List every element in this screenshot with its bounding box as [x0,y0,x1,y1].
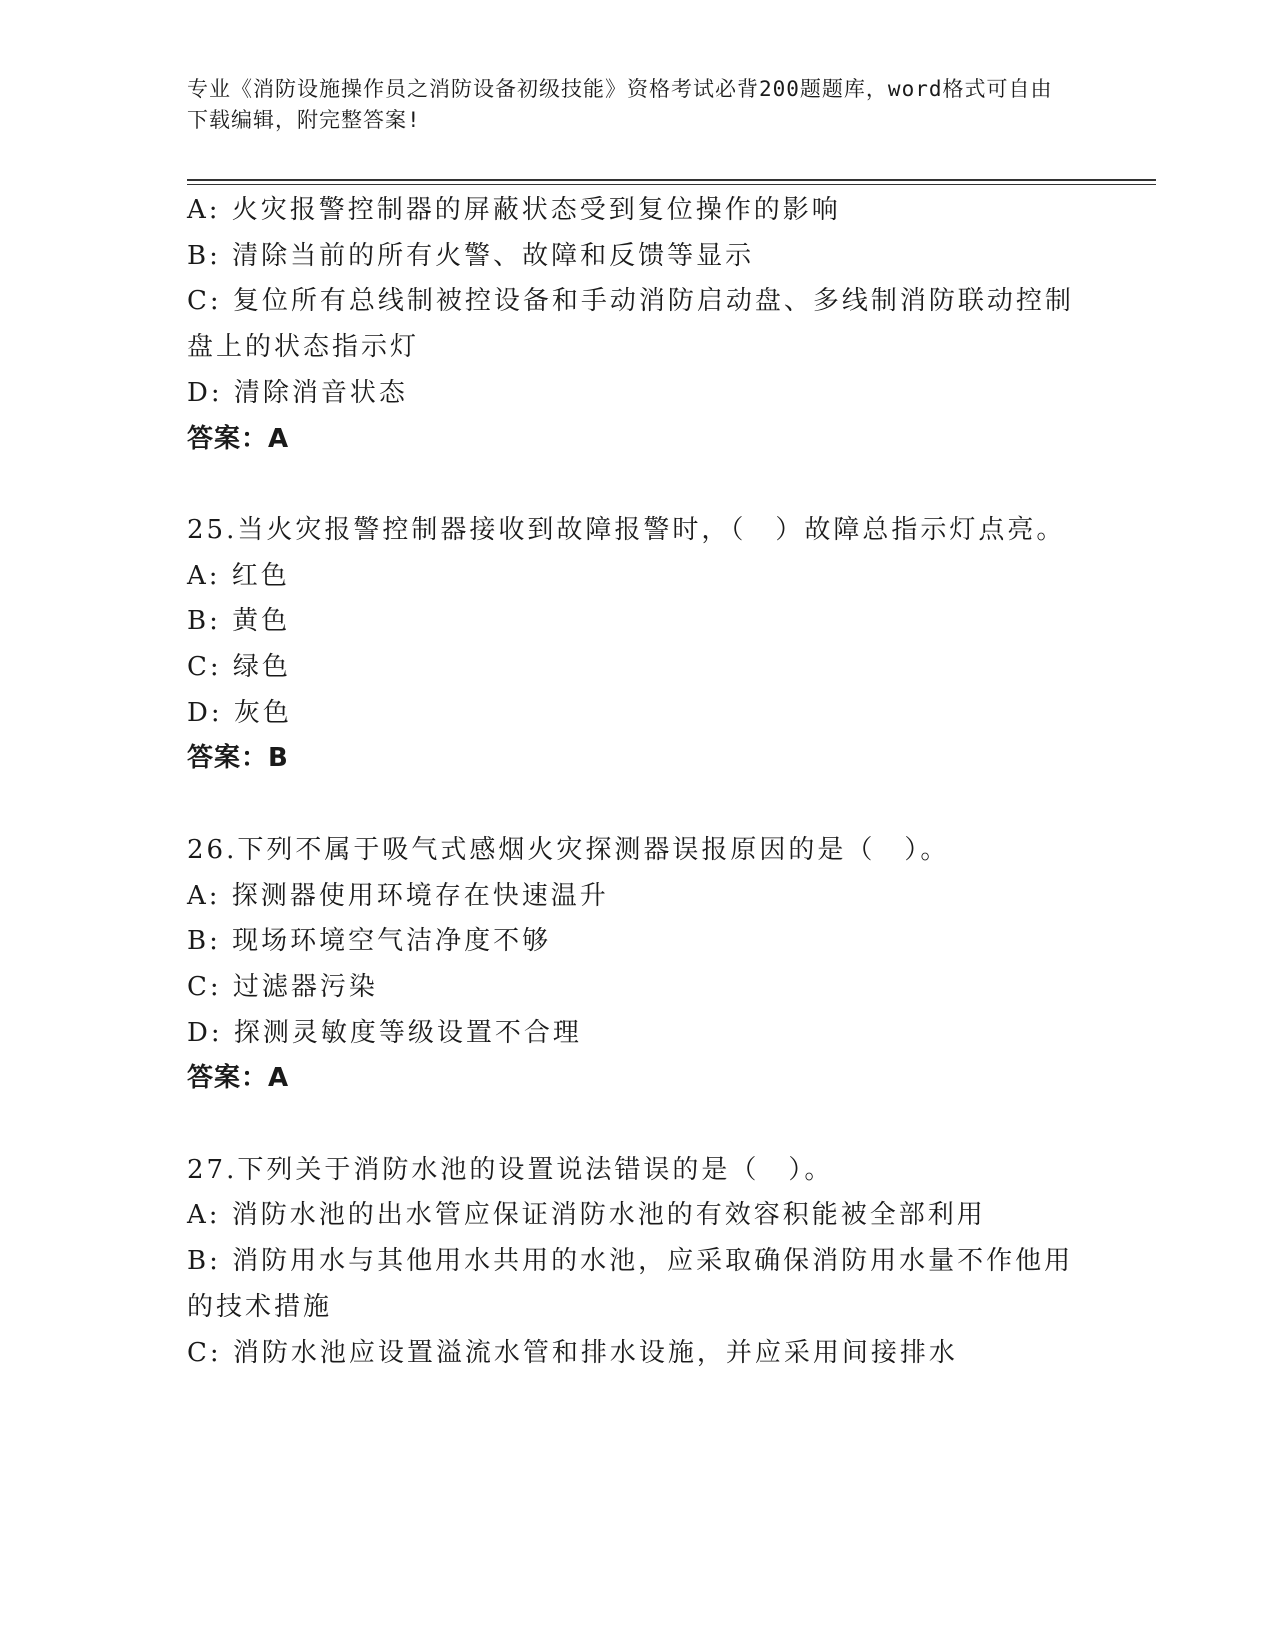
option-d: D: 灰色 [187,697,292,728]
block-spacer [187,782,1087,828]
option-d: D: 探测灵敏度等级设置不合理 [187,1017,582,1048]
option-b: B: 现场环境空气洁净度不够 [187,926,552,957]
option-c: C: 消防水池应设置溢流水管和排水设施，并应采用间接排水 [187,1337,958,1368]
option-b: B: 黄色 [187,606,291,637]
question-text: 27.下列关于消防水池的设置说法错误的是（ ）。 [187,1154,834,1185]
answer-line: 答案：B [187,743,289,774]
question-block-26 [187,828,1087,1102]
block-spacer [187,1102,1087,1148]
question-block-25 [187,508,1087,782]
answer-line: 答案：A [187,1063,290,1094]
question-block-24 [187,188,1087,462]
option-a: A: 红色 [187,560,290,591]
block-spacer [187,462,1087,508]
answer-line: 答案：A [187,423,290,454]
option-b: B: 消防用水与其他用水共用的水池，应采取确保消防用水量不作他用的技术措施 [187,1246,1074,1322]
document-body [187,188,1087,1376]
option-c: C: 绿色 [187,652,291,683]
option-a: A: 火灾报警控制器的屏蔽状态受到复位操作的影响 [187,195,841,225]
header-divider [187,179,1156,185]
option-d: D: 清除消音状态 [187,377,408,408]
question-text: 26.下列不属于吸气式感烟火灾探测器误报原因的是（ ）。 [187,834,950,865]
document-header: 专业《消防设施操作员之消防设备初级技能》资格考试必背200题题库，word格式可自由下载编辑，附完整答案! [187,77,1053,132]
question-block-27 [187,1148,1087,1377]
option-a: A: 探测器使用环境存在快速温升 [187,880,609,911]
option-c: C: 过滤器污染 [187,971,378,1002]
option-a: A: 消防水池的出水管应保证消防水池的有效容积能被全部利用 [187,1200,986,1231]
option-b: B: 清除当前的所有火警、故障和反馈等显示 [187,240,755,271]
question-text: 25.当火灾报警控制器接收到故障报警时，（ ）故障总指示灯点亮。 [187,514,1066,545]
option-c: C: 复位所有总线制被控设备和手动消防启动盘、多线制消防联动控制盘上的状态指示灯 [187,286,1074,363]
